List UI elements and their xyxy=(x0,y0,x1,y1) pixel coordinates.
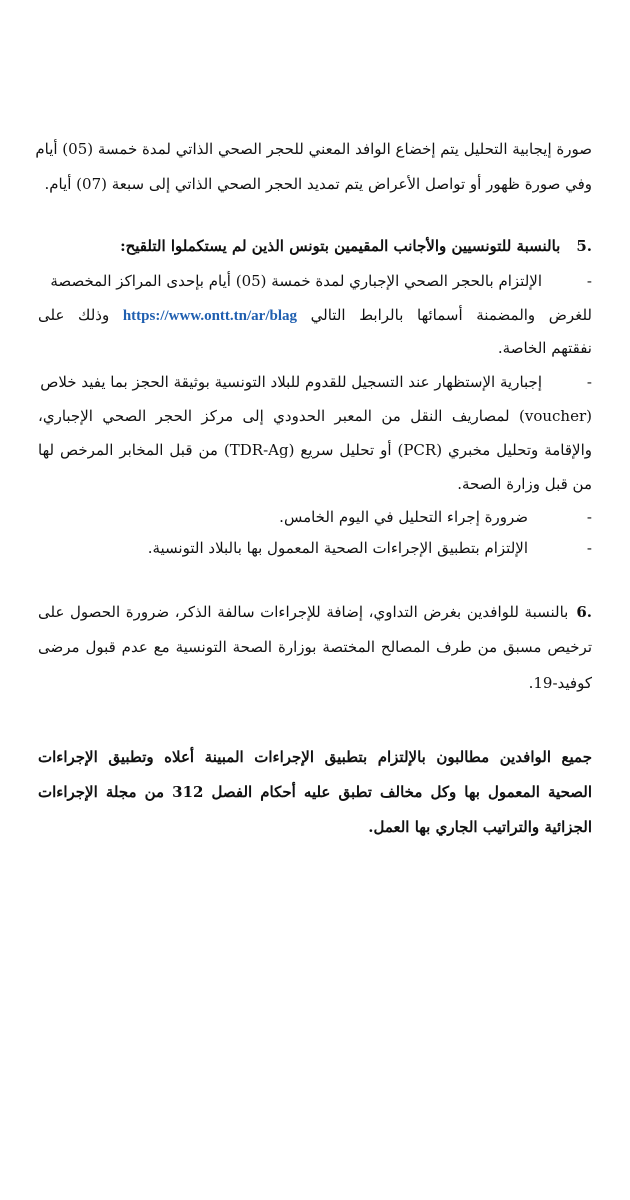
section-5-item-3-row xyxy=(38,508,592,528)
bullet-dash: - xyxy=(586,272,592,290)
section-5-item-1-line-1-row xyxy=(38,272,592,292)
section-5-item-1-line-1: الإلتزام بالحجر الصحي الإجباري لمدة خمسة (05) أيام بإحدى المراكز المخصصة xyxy=(50,272,542,290)
section-6-number: .6 xyxy=(576,603,592,621)
section-5-item-2-line-1-row xyxy=(38,373,592,393)
section-6-line-3: كوفيد-19. xyxy=(528,674,592,692)
section-5-item-1-line-3: نفقتهم الخاصة. xyxy=(497,339,592,357)
section-5-item-2-line-3: والإقامة وتحليل مخبري (PCR) أو تحليل سريع (TDR-Ag) من قبل المخابر المرخص لها xyxy=(38,441,593,459)
paragraph-1-line-1: صورة إيجابية التحليل يتم إخضاع الوافد المعني للحجر الصحي الذاتي لمدة خمسة (05) أيام xyxy=(35,140,592,158)
bullet-dash: - xyxy=(586,539,592,557)
closing-line-2: الصحية المعمول بها وكل مخالف تطبق عليه أحكام الفصل 312 من مجلة الإجراءات xyxy=(38,783,593,801)
ontt-link[interactable]: https://www.ontt.tn/ar/blag xyxy=(122,308,298,324)
closing-line-1: جميع الوافدين مطالبون بالإلتزام بتطبيق الإجراءات المبينة أعلاه وتطبيق الإجراءات xyxy=(38,748,593,766)
bullet-dash: - xyxy=(586,373,592,391)
section-5-item-2-line-1: إجبارية الإستظهار عند التسجيل للقدوم للبلاد التونسية بوثيقة الحجز بما يفيد خلاص xyxy=(40,373,542,391)
section-6-line-2: ترخيص مسبق من طرف المصالح المختصة بوزارة الصحة التونسية مع عدم قبول مرضى xyxy=(38,638,592,656)
section-5-heading: بالنسبة للتونسيين والأجانب المقيمين بتونس الذين لم يستكملوا التلقيح: xyxy=(120,237,561,255)
paragraph-1-line-2: وفي صورة ظهور أو تواصل الأعراض يتم تمديد الحجر الصحي الذاتي إلى سبعة (07) أيام. xyxy=(44,175,592,193)
closing-line-3: الجزائية والتراتيب الجاري بها العمل. xyxy=(368,818,592,836)
section-5-item-2-line-2: (voucher) لمصاريف النقل من المعبر الحدودي إلى مركز الحجر الصحي الإجباري، xyxy=(38,407,592,425)
bullet-dash: - xyxy=(586,508,592,526)
section-5-item-2-line-4: من قبل وزارة الصحة. xyxy=(457,475,592,493)
section-6-line-1: بالنسبة للوافدين بغرض التداوي، إضافة للإجراءات سالفة الذكر، ضرورة الحصول على xyxy=(38,603,569,621)
section-5-heading-row xyxy=(38,237,592,257)
section-5-item-1-line-2-row xyxy=(38,306,592,327)
section-5-item-4: الإلتزام بتطبيق الإجراءات الصحية المعمول بها بالبلاد التونسية. xyxy=(147,539,528,557)
section-5-item-1-line-2-before: للغرض والمضمنة أسمائها بالرابط التالي xyxy=(310,306,592,324)
section-5-item-3: ضرورة إجراء التحليل في اليوم الخامس. xyxy=(279,508,528,526)
section-6-line-1-row xyxy=(38,603,592,623)
section-5-item-1-line-2-after: وذلك على xyxy=(38,306,110,324)
section-5-number: .5 xyxy=(576,237,592,255)
section-5-item-4-row xyxy=(38,539,592,559)
